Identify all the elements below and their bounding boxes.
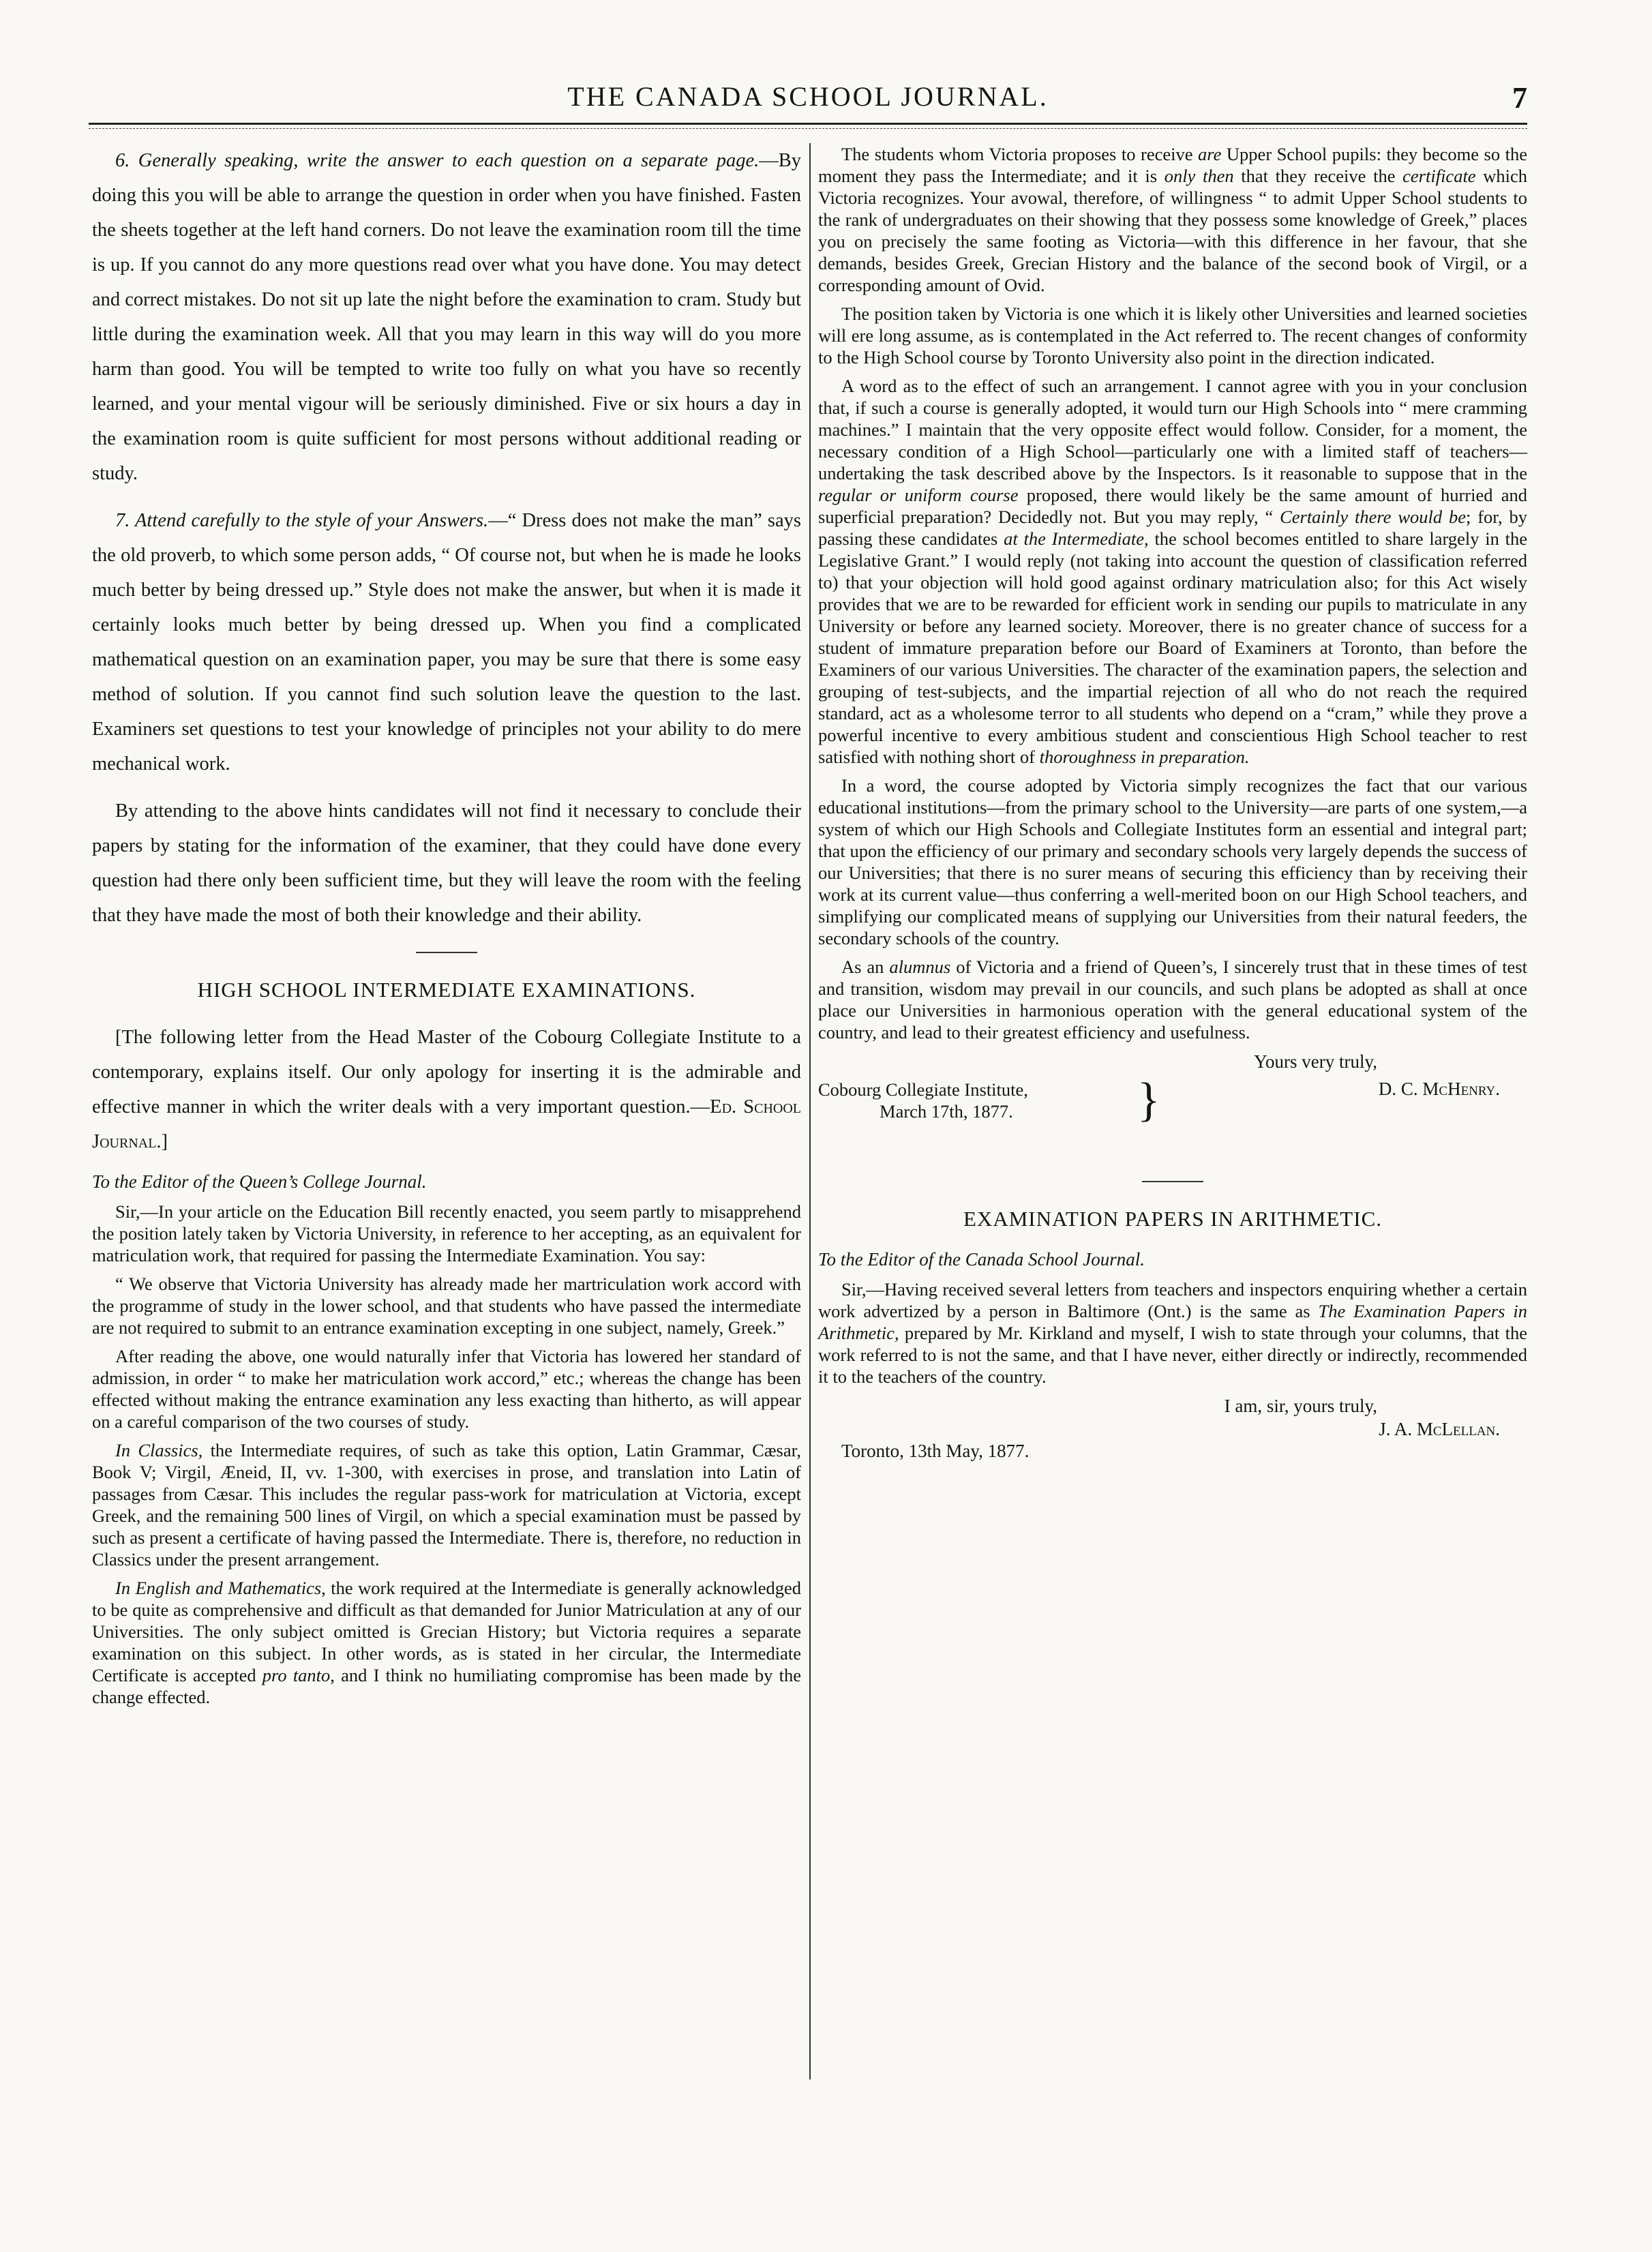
letter-paragraph-alumnus bbox=[818, 956, 1527, 1043]
letter-closing-2: I am, sir, yours truly, bbox=[1224, 1396, 1377, 1416]
editor-intro-signature: Ed. School Journal. bbox=[92, 1096, 802, 1152]
hint-7-lead: 7. Attend carefully to the style of your Answers. bbox=[115, 510, 489, 531]
r1-b: Upper School pupils: they become so the moment they pass the Intermediate; and it is bbox=[818, 144, 1528, 186]
r1-d: which Victoria recognizes. Your avowal, therefore, of willingness “ to admit Upper School students to the rank of undergraduates on their showing that they possess some knowledge of Greek,” places you on precisely the same footing as Victoria—with this difference in her favour, that she demands, besides Greek, Grecian History and the balance of the second book of Virgil, or a corresponding amount of Ovid. bbox=[818, 166, 1527, 295]
header-dashed-rule bbox=[89, 128, 1527, 129]
pro-tanto: pro tanto bbox=[262, 1665, 331, 1685]
place: Cobourg Collegiate Institute, bbox=[818, 1079, 1028, 1100]
r5-b: of Victoria and a friend of Queen’s, I sincerely trust that in these times of test and transition, wisdom may prevail in our councils, and such plans be adopted as shall at once place our Universities in harmonious operation with the general educational system of the country, and lead to their greatest efficiency and usefulness. bbox=[818, 957, 1527, 1042]
letter-paragraph-3: After reading the above, one would naturally infer that Victoria has lowered her standard of admission, in order “ to make her matriculation work accord,” etc.; whereas the change has been effected without making the entrance examination any less exacting than hitherto, as will appear on a careful comparison of the two courses of study. bbox=[92, 1346, 801, 1432]
s1-a: Sir,—Having received several letters from teachers and inspectors enquiring whether a certain work advertized by a person in Baltimore (Ont.) is the same as bbox=[818, 1279, 1527, 1321]
r3-c: ; for, by passing these candidates bbox=[818, 507, 1528, 549]
arithmetic-letter bbox=[818, 1278, 1527, 1387]
letter-address-2: To the Editor of the Canada School Journal. bbox=[818, 1249, 1145, 1270]
right-column bbox=[818, 143, 1527, 1462]
r3-a: A word as to the effect of such an arrangement. I cannot agree with you in your conclusion that, if such a course is generally adopted, it would turn our High Schools into “ mere cramming machines.” I maintain that the very opposite effect would follow. Consider, for a moment, the necessary condition of a High School—particularly one with a limited staff of teachers—undertaking the task described above by the Inspectors. Is it reasonable to suppose that in the bbox=[818, 376, 1527, 483]
r5-alum: alumnus bbox=[889, 957, 951, 977]
english-body-b: , and I think no humiliating compromise has been made by the change effected. bbox=[92, 1665, 802, 1707]
section-heading-arithmetic: EXAMINATION PAPERS IN ARITHMETIC. bbox=[963, 1207, 1382, 1231]
letter-paragraph-students bbox=[818, 143, 1527, 296]
section-rule bbox=[416, 952, 477, 953]
letter-paragraph-classics bbox=[92, 1439, 801, 1570]
classics-body: the Intermediate requires, of such as take this option, Latin Grammar, Cæsar, Book V; Virgil, Æneid, II, vv. 1-300, with exercises in prose, and translation into Latin of passages from Cæsar. This includes the regular pass-work for matriculation at Victoria, except Greek, and the remaining 500 lines of Virgil, on which a special examination must be passed by such as present a certificate of having passed the Intermediate. There is, therefore, no reduction in Classics under the present arrangement. bbox=[92, 1440, 801, 1570]
signer-mclellan: J. A. McLellan. bbox=[1379, 1419, 1500, 1439]
english-lead: In English and Mathematics, bbox=[115, 1578, 326, 1598]
english-body-a: the work required at the Intermediate is generally acknowledged to be quite as comprehensive and difficult as that demanded for Junior Matriculation at any of our Universities. The only subject omitted is Grecian History; but Victoria requires a separate examination on this subject. In other words, as is stated in her circular, the Intermediate Certificate is accepted bbox=[92, 1578, 802, 1685]
page-header bbox=[89, 80, 1527, 121]
classics-lead: In Classics, bbox=[115, 1440, 203, 1460]
letter-paragraph-position: The position taken by Victoria is one which it is likely other Universities and learned societies will ere long assume, as is contemplated in the Act referred to. The recent changes of conformity to the High School course by Toronto University also point in the direction indicated. bbox=[818, 303, 1527, 367]
r3-reg: regular or uniform course bbox=[818, 485, 1019, 505]
r5-a: As an bbox=[841, 957, 890, 977]
journal-title: THE CANADA SCHOOL JOURNAL. bbox=[567, 81, 1049, 112]
s1-title: The Examination Papers in Arithmetic, bbox=[818, 1301, 1527, 1343]
editor-intro-text: [The following letter from the Head Master of the Cobourg Collegiate Institute to a contemporary, explains itself. Our only apology for inserting it is the admirable and effective manner in which the writer deals with a very important question.— bbox=[92, 1027, 801, 1117]
page-number: 7 bbox=[1512, 81, 1527, 115]
hint-6-body: —By doing this you will be able to arrange the question in order when you have finished. Fasten the sheets together at the left hand corners. Do not leave the examination room till the time is up. If you cannot do any more questions read over what you have done. You may detect and correct mistakes. Do not sit up late the night before the examination to cram. Study but little during the examination week. All that you may learn in this way will do you more harm than good. You will be tempted to write too fully on what you have so recently learned, and your mental vigour will be seriously diminished. Five or six hours a day in the examination room is quite sufficient for most persons without additional reading or study. bbox=[92, 150, 801, 484]
header-rule bbox=[89, 123, 1527, 125]
r1-c: that they receive the bbox=[1233, 166, 1403, 186]
editor-intro bbox=[92, 1020, 801, 1159]
hint-6-lead: 6. Generally speaking, write the answer to each question on a separate page. bbox=[115, 150, 760, 171]
r3-thor: thoroughness in preparation. bbox=[1039, 747, 1250, 767]
letter-closing: Yours very truly, bbox=[1254, 1051, 1377, 1072]
r1-are: are bbox=[1198, 144, 1222, 164]
signer-mchenry: D. C. McHenry. bbox=[1378, 1079, 1500, 1099]
letter-paragraph-1: Sir,—In your article on the Education Bill recently enacted, you seem partly to misapprehend the position lately taken by Victoria University, in reference to her accepting, as an equivalent for matriculation work, that required for passing the Intermediate Examination. You say: bbox=[92, 1201, 801, 1265]
editor-intro-close: ] bbox=[161, 1131, 168, 1152]
r3-b: proposed, there would likely be the same amount of hurried and superficial preparation? Decidedly not. But you may reply, “ bbox=[818, 485, 1527, 527]
date-toronto: Toronto, 13th May, 1877. bbox=[841, 1441, 1030, 1461]
r3-d: , the school becomes entitled to share largely in the Legislative Grant.” I would reply (not taking into account the question of classification referred to) that your objection will hold good against ordinary matriculation also; for this Act wisely provides that we are to be rewarded for efficient work in sending our pupils to matriculate in any University or before any learned society. Moreover, there is no greater chance of success for a student of immature preparation before our Board of Examiners at Toronto, than before the Examiners of our various Universities. The character of the examination papers, the selection and grouping of test-subjects, and the impartial rejection of all who do not reach the required standard, act as a wholesome terror to all students who depend on a “cram,” while they prove a powerful incentive to every ambitious student and conscientious High School teacher to rest satisfied with nothing short of bbox=[818, 528, 1527, 767]
letter-paragraph-summary: In a word, the course adopted by Victoria simply recognizes the fact that our various educational institutions—from the primary school to the University—are parts of one system,—a system of which our High Schools and Collegiate Institutes form an essential and integral part; that upon the efficiency of our primary and secondary schools very largely depends the success of our Universities; that there is no surer means of securing this efficiency than by receiving their work at its current value—thus conferring a well-merited boon on our High School teachers, and simplifying our complicated means of supplying our Universities from their natural feeders, the secondary schools of the country. bbox=[818, 775, 1527, 948]
column-divider bbox=[809, 143, 811, 2080]
s1-b: prepared by Mr. Kirkland and myself, I wish to state through your columns, that the work referred to is not the same, and that I have never, either directly or indirectly, recommended it to the teachers of the country. bbox=[818, 1323, 1527, 1387]
hint-7 bbox=[92, 503, 801, 781]
hints-conclusion: By attending to the above hints candidates will not find it necessary to conclude their papers by stating for the information of the examiner, that they could have done every question had there only been sufficient time, but they will leave the room with the feeling that they have made the most of both their knowledge and their ability. bbox=[92, 800, 801, 926]
letter-quote: “ We observe that Victoria University has already made her martriculation work accord with the programme of study in the lower school, and that students who have passed the intermediate are not required to submit to an entrance examination excepting in one subject, namely, Greek.” bbox=[92, 1274, 801, 1338]
date: March 17th, 1877. bbox=[880, 1101, 1013, 1122]
section-rule-2 bbox=[1142, 1181, 1203, 1182]
letter-paragraph-effect bbox=[818, 375, 1527, 768]
hint-6 bbox=[92, 143, 801, 491]
r3-cert: Certainly there would be bbox=[1280, 507, 1466, 527]
r3-at: at the Intermediate bbox=[1004, 528, 1145, 549]
letter-paragraph-english bbox=[92, 1577, 801, 1708]
hint-7-body: —“ Dress does not make the man” says the old proverb, to which some person adds, “ Of course not, but when he is made he looks much better by being dressed up.” Style does not make the answer, but when it is made it certainly looks much better by being dressed up. When you find a complicated mathematical question on an examination paper, you may be sure that there is some easy method of solution. If you cannot find such solution leave the question to the last. Examiners set questions to test your knowledge of principles not your ability to do mere mechanical work. bbox=[92, 510, 801, 775]
section-heading-intermediate: HIGH SCHOOL INTERMEDIATE EXAMINATIONS. bbox=[197, 978, 696, 1002]
brace-mark: } bbox=[1137, 1074, 1160, 1126]
place-date bbox=[818, 1079, 1028, 1122]
letter-address: To the Editor of the Queen’s College Journal. bbox=[92, 1171, 427, 1192]
r1-cert: certificate bbox=[1402, 166, 1476, 186]
signature-block bbox=[818, 1074, 1527, 1154]
left-column bbox=[92, 143, 801, 1715]
r1-only: only then bbox=[1164, 166, 1234, 186]
r1-a: The students whom Victoria proposes to receive bbox=[841, 144, 1199, 164]
